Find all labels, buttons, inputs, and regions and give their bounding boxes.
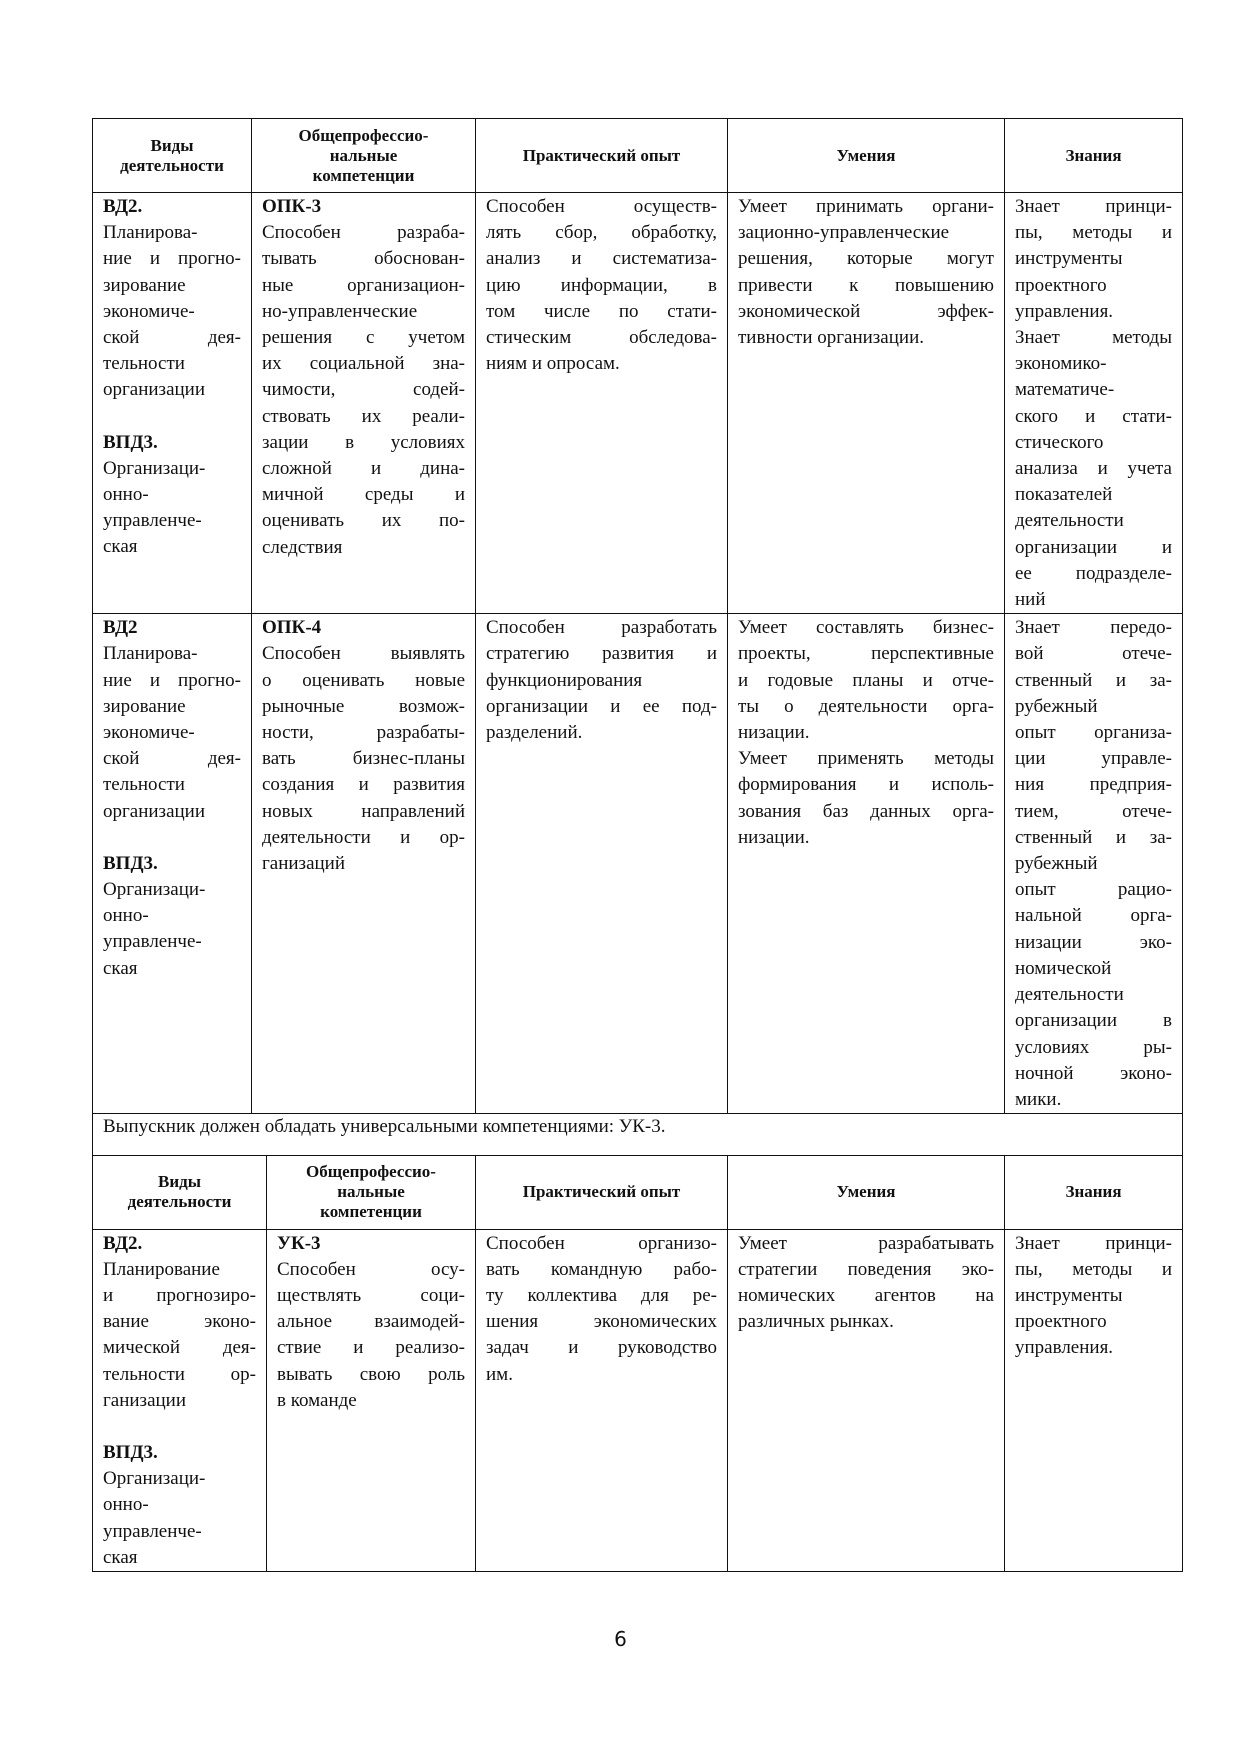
activity-code: ВПД3. (103, 852, 158, 874)
competence-text (262, 641, 465, 877)
cell-competence (267, 1229, 476, 1571)
text-line: управления. (1015, 1337, 1114, 1359)
text-line: формирования и исполь- (738, 774, 994, 796)
text-line: Знает методы (1015, 327, 1172, 349)
cell-experience (476, 1229, 728, 1571)
text-line: зирование (103, 274, 186, 296)
skills-text (738, 1231, 994, 1336)
text-line: вывать свою роль (277, 1363, 465, 1385)
text-line: тием, отече- (1015, 800, 1172, 822)
text-line: мической дея- (103, 1337, 256, 1359)
text-line: Организаци- (103, 457, 206, 479)
activity-code: ВПД3. (103, 1441, 158, 1463)
header-competences (267, 1155, 476, 1229)
text-line: зования баз данных орга- (738, 800, 994, 822)
text-line: стического (1015, 431, 1104, 453)
text-line: шения экономических (486, 1311, 717, 1333)
text-line: организации и ее под- (486, 695, 717, 717)
header-text: нальные (329, 145, 398, 165)
activity-text (103, 1257, 256, 1414)
text-line: низации. (738, 826, 810, 848)
text-line: ской дея- (103, 327, 241, 349)
competencies-table-opk (92, 118, 1183, 1156)
text-line: ты о деятельности орга- (738, 695, 994, 717)
text-line: привести к повышению (738, 274, 994, 296)
cell-knowledge (1005, 1229, 1183, 1571)
text-line: рыночные возмож- (262, 695, 465, 717)
experience-text (486, 615, 717, 746)
text-line: функционирования (486, 669, 643, 691)
text-line: Способен осу- (277, 1258, 465, 1280)
text-line: низации эко- (1015, 931, 1172, 953)
text-line: Умеет составлять бизнес- (738, 617, 994, 639)
text-line: тельности (103, 353, 185, 375)
cell-experience (476, 614, 728, 1114)
text-line: пы, методы и (1015, 222, 1172, 244)
text-line: экономической эффек- (738, 300, 994, 322)
text-line: Способен организо- (486, 1232, 717, 1254)
text-line: Знает передо- (1015, 617, 1172, 639)
table-header-row (93, 119, 1183, 193)
text-line: онно- (103, 1494, 149, 1516)
header-competences (252, 119, 476, 193)
header-text: Общепрофессио- (298, 125, 429, 145)
experience-text (486, 1231, 717, 1388)
text-line: низации. (738, 722, 810, 744)
page-number: 6 (614, 1627, 627, 1651)
cell-experience (476, 193, 728, 614)
text-line: альное взаимодей- (277, 1311, 465, 1333)
text-line: управленче- (103, 931, 202, 953)
text-line: показателей (1015, 484, 1113, 506)
text-line: опыт рацио- (1015, 879, 1172, 901)
text-line: организации и (1015, 536, 1172, 558)
text-line: управленче- (103, 1520, 202, 1542)
text-line: ту коллектива для ре- (486, 1284, 717, 1306)
competence-code: ОПК-3 (262, 196, 322, 217)
cell-activity (93, 614, 252, 1114)
document-page (92, 118, 1182, 1572)
text-line: деятельности и ор- (262, 826, 465, 848)
cell-knowledge (1005, 193, 1183, 614)
text-line: организации (103, 800, 206, 822)
text-line: сложной и дина- (262, 458, 465, 480)
text-line: математиче- (1015, 379, 1115, 401)
text-line: Умеет принимать органи- (738, 196, 994, 217)
text-line: зационно-управленческие (738, 222, 950, 244)
text-line: опыт организа- (1015, 722, 1172, 744)
universal-note-row (93, 1114, 1183, 1156)
text-line: тивности организации. (738, 327, 924, 349)
text-line: стратегии поведения эко- (738, 1258, 994, 1280)
text-line: ние и прогно- (103, 669, 241, 691)
text-line: управленче- (103, 510, 202, 532)
text-line: вать бизнес-планы (262, 748, 465, 770)
header-skills: Умения (728, 119, 1005, 193)
text-line: номических агентов на (738, 1284, 994, 1306)
text-line: ственный и за- (1015, 826, 1172, 848)
text-line: тельности (103, 774, 185, 796)
text-line: ности, разрабаты- (262, 722, 465, 744)
cell-activity (93, 1229, 267, 1571)
text-line: Знает принци- (1015, 196, 1172, 217)
cell-skills (728, 1229, 1005, 1571)
cell-activity (93, 193, 252, 614)
table-header-row (93, 1155, 1183, 1229)
competence-text (277, 1257, 465, 1414)
text-line: рубежный (1015, 853, 1098, 875)
text-line: создания и развития (262, 774, 465, 796)
text-line: новых направлений (262, 800, 465, 822)
text-line: Способен выявлять (262, 643, 465, 665)
text-line: ее подразделе- (1015, 562, 1172, 584)
activity-code: ВД2. (103, 1232, 143, 1254)
text-line: Способен разработать (486, 617, 717, 639)
text-line: Планирование (103, 1258, 220, 1280)
text-line: ции управле- (1015, 748, 1172, 770)
text-line: мики. (1015, 1088, 1062, 1110)
knowledge-text (1015, 615, 1172, 1113)
table-row (93, 614, 1183, 1114)
text-line: ществлять соци- (277, 1284, 465, 1306)
text-line: но-управленческие (262, 300, 418, 322)
text-line: вой отече- (1015, 643, 1172, 665)
text-line: ская (103, 957, 138, 979)
text-line: следствия (262, 536, 343, 558)
experience-text (486, 194, 717, 377)
text-line: управления. (1015, 300, 1114, 322)
text-line: организации (103, 379, 206, 401)
text-line: ствие и реализо- (277, 1337, 465, 1359)
text-line: и прогнозиро- (103, 1284, 256, 1306)
text-line: ниям и опросам. (486, 353, 620, 375)
header-experience: Практический опыт (476, 1155, 728, 1229)
competence-text (262, 220, 465, 561)
text-line: Способен осуществ- (486, 196, 717, 217)
activity-text (103, 641, 241, 824)
activity-code: ВД2. (103, 196, 143, 217)
competence-code: ОПК-4 (262, 617, 322, 639)
activity-text (103, 1466, 256, 1571)
header-text: Виды (157, 1172, 201, 1192)
activity-code: ВПД3. (103, 431, 158, 453)
text-line: Умеет разрабатывать (738, 1232, 994, 1254)
text-line: ние и прогно- (103, 248, 241, 270)
text-line: решения с учетом (262, 327, 465, 349)
text-line: том числе по стати- (486, 300, 717, 322)
header-text: компетенции (320, 1202, 422, 1222)
text-line: мичной среды и (262, 484, 465, 506)
header-text: деятельности (127, 1192, 232, 1212)
text-line: различных рынках. (738, 1311, 894, 1333)
text-line: ского и стати- (1015, 405, 1172, 427)
text-line: экономиче- (103, 722, 195, 744)
text-line: ская (103, 1546, 138, 1568)
text-line: пы, методы и (1015, 1258, 1172, 1280)
text-line: Организаци- (103, 879, 206, 901)
text-line: условиях ры- (1015, 1036, 1172, 1058)
text-line: задач и руководство (486, 1337, 717, 1359)
cell-knowledge (1005, 614, 1183, 1114)
text-line: инструменты (1015, 1284, 1123, 1306)
header-experience: Практический опыт (476, 119, 728, 193)
text-line: им. (486, 1363, 513, 1385)
text-line: в команде (277, 1389, 357, 1411)
text-line: стратегию развития и (486, 643, 717, 665)
text-line: тельности ор- (103, 1363, 256, 1385)
cell-skills (728, 614, 1005, 1114)
text-line: онно- (103, 484, 149, 506)
text-line: Умеет применять методы (738, 748, 994, 770)
text-line: ганизации (103, 1389, 187, 1411)
text-line: проекты, перспективные (738, 643, 994, 665)
header-knowledge: Знания (1005, 119, 1183, 193)
text-line: оценивать их по- (262, 510, 465, 532)
text-line: ской дея- (103, 748, 241, 770)
header-skills: Умения (728, 1155, 1005, 1229)
text-line: о оценивать новые (262, 669, 465, 691)
text-line: ская (103, 536, 138, 558)
text-line: вание эконо- (103, 1311, 256, 1333)
cell-competence (252, 614, 476, 1114)
text-line: проектного (1015, 274, 1107, 296)
text-line: ганизаций (262, 853, 346, 875)
text-line: стическим обследова- (486, 327, 717, 349)
text-line: организации в (1015, 1010, 1172, 1032)
text-line: экономико- (1015, 353, 1107, 375)
cell-skills (728, 193, 1005, 614)
text-line: ночной эконо- (1015, 1062, 1172, 1084)
text-line: экономиче- (103, 300, 195, 322)
text-line: чимости, содей- (262, 379, 465, 401)
text-line: проектного (1015, 1311, 1107, 1333)
text-line: ний (1015, 589, 1046, 611)
text-line: ния предприя- (1015, 774, 1172, 796)
activity-text (103, 877, 241, 982)
competence-code: УК-3 (277, 1232, 321, 1254)
text-line: ственный и за- (1015, 669, 1172, 691)
header-text: деятельности (120, 155, 224, 175)
text-line: зации в условиях (262, 431, 465, 453)
text-line: инструменты (1015, 248, 1123, 270)
header-knowledge: Знания (1005, 1155, 1183, 1229)
text-line: ствовать их реали- (262, 405, 465, 427)
text-line: ные организацион- (262, 274, 465, 296)
text-line: их социальной зна- (262, 353, 465, 375)
text-line: Способен разраба- (262, 222, 465, 244)
header-text: нальные (337, 1182, 405, 1202)
activity-code: ВД2 (103, 617, 138, 639)
header-text: Виды (150, 135, 194, 155)
text-line: анализ и систематиза- (486, 248, 717, 270)
header-activity (93, 119, 252, 193)
text-line: номической (1015, 957, 1112, 979)
universal-note: Выпускник должен обладать универсальными компетенциями: УК-3. (93, 1114, 1183, 1156)
text-line: Планирова- (103, 222, 198, 244)
text-line: онно- (103, 905, 149, 927)
competencies-table-uk (92, 1155, 1183, 1572)
text-line: цию информации, в (486, 274, 717, 296)
knowledge-text (1015, 194, 1172, 613)
text-line: разделений. (486, 722, 583, 744)
activity-text (103, 456, 241, 561)
text-line: лять сбор, обработку, (486, 222, 717, 244)
header-activity (93, 1155, 267, 1229)
text-line: Планирова- (103, 643, 198, 665)
text-line: и годовые планы и отче- (738, 669, 994, 691)
text-line: вать командную рабо- (486, 1258, 717, 1280)
skills-text (738, 194, 994, 351)
table-row (93, 1229, 1183, 1571)
text-line: решения, которые могут (738, 248, 994, 270)
cell-competence (252, 193, 476, 614)
table-row (93, 193, 1183, 614)
text-line: нальной орга- (1015, 905, 1172, 927)
text-line: зирование (103, 695, 186, 717)
header-text: Общепрофессио- (306, 1162, 436, 1182)
text-line: Знает принци- (1015, 1232, 1172, 1254)
text-line: Организаци- (103, 1468, 206, 1490)
text-line: деятельности (1015, 984, 1124, 1006)
text-line: анализа и учета (1015, 458, 1172, 480)
skills-text (738, 615, 994, 851)
text-line: деятельности (1015, 510, 1124, 532)
activity-text (103, 220, 241, 403)
text-line: тывать обоснован- (262, 248, 465, 270)
text-line: рубежный (1015, 695, 1098, 717)
header-text: компетенции (312, 165, 415, 185)
knowledge-text (1015, 1231, 1172, 1362)
